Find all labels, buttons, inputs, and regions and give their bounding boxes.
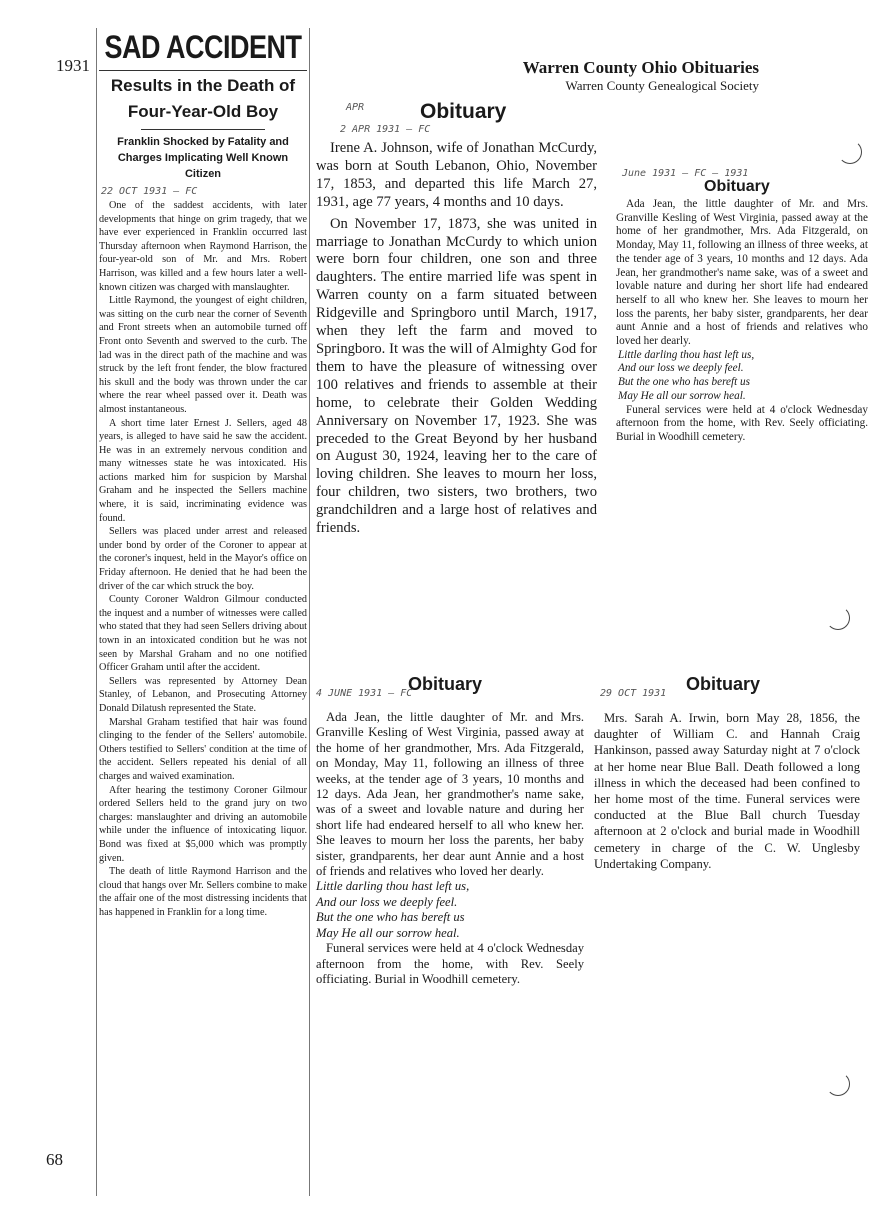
kesling-large-paragraph: Ada Jean, the little daughter of Mr. and Mrs. Granville Kesling of West Virginia, passed away at the home of her grandmother, Mrs. Ada Fitzgerald, on Monday, May 11, following an illness of three weeks, at the tender age of 3 years, 10 months and 12 days. Ada Jean, her grandmother's name sake, was of a sweet and lovable nature and during her short life had endeared herself to all who knew her. She leaves to mourn her loss the parents, her baby sister, grandparents, her dear aunt Annie and a host of friends and relatives who loved her dearly. <box>316 710 584 879</box>
kesling-small-date-note: June 1931 — FC — 1931 <box>622 168 749 179</box>
irwin-date-note: 29 OCT 1931 <box>600 688 667 699</box>
accident-paragraph: County Coroner Waldron Gilmour conducted the inquest and a number of witnesses were called who stated that they had seen Sellers driving about town in an intoxicated condition but he was not seen by Marshal Graham and no one notified Officer Graham until after the accident. <box>99 594 307 674</box>
verse-line: But the one who has bereft us <box>618 376 750 389</box>
kesling-small-paragraph: Ada Jean, the little daughter of Mr. and Mrs. Granville Kesling of West Virginia, passed away at the home of her grandmother, Mrs. Ada Fitzgerald, on Monday, May 11, following an illness of three weeks, at the tender age of 3 years, 10 months and 12 days. Ada Jean, her grandmother's name sake, was of a sweet and lovable nature and during her short life had endeared herself to all who knew her. She leaves to mourn her loss the parents, her baby sister, grandparents, her dear aunt Annie and a host of friends and relatives who loved her dearly. <box>616 198 868 348</box>
irwin-title: Obituary <box>686 674 761 694</box>
irwin-obituary <box>594 670 860 960</box>
scan-mark-icon <box>838 140 862 164</box>
accident-paragraph: A short time later Ernest J. Sellers, aged 48 years, is alleged to have said he saw the accident. He was in an extremely nervous condition and many witnesses state he was intoxicated. His actions marked him for suspicion by Marshal Graham and he inspected the Sellers machine where, it is said, incriminating evidence was found. <box>99 417 307 524</box>
kesling-large-verse <box>316 879 584 941</box>
kesling-small-title: Obituary <box>704 178 770 195</box>
johnson-date-note: 2 APR 1931 — FC <box>340 124 431 135</box>
irwin-body <box>594 710 860 872</box>
kesling-large-title: Obituary <box>408 674 483 694</box>
scan-mark-icon <box>826 606 850 630</box>
verse-line: And our loss we deeply feel. <box>316 894 458 909</box>
kesling-small-obituary <box>616 164 868 602</box>
johnson-paragraph: On November 17, 1873, she was united in marriage to Jonathan McCurdy to which union were born four children, one son and three daughters. The entire married life was spent in Warren county on a farm situated between Ridgeville and Springboro until March, 1917, when they left the farm and moved to Springboro. It was the will of Almighty God for them to have the pleasure of witnessing over 100 relatives and friends to assemble at their home, to celebrate their Golden Wedding Anniversary on November 17, 1923. She was preceded to the Great Beyond by her husband on August 30, 1924, leaving her to the care of loving children. She leaves to mourn her loss, four children, two sisters, two brothers, two grandchildren and a large host of relatives and friends. <box>316 215 597 537</box>
verse-line: But the one who has bereft us <box>316 910 465 925</box>
verse-line: And our loss we deeply feel. <box>618 362 744 375</box>
accident-headline: SAD ACCIDENT <box>104 28 302 65</box>
page-number: 68 <box>46 1150 63 1169</box>
accident-paragraph: Marshal Graham testified that hair was found clinging to the fender of the Sellers' automobile. Others testified to Sellers' condition at the time of the accident. Sellers repeated his denial of all charges and waived examination. <box>99 716 307 782</box>
document-title: Warren County Ohio Obituaries <box>522 58 759 77</box>
johnson-body <box>316 140 597 538</box>
verse-line: Little darling thou hast left us, <box>618 348 755 361</box>
accident-paragraph: Sellers was placed under arrest and released under bond by order of the Coroner to appear at the coroner's inquest, held in the Mayor's office on Friday afternoon. He denied that he had been the driver of the car which struck the boy. <box>99 526 307 592</box>
document-subtitle: Warren County Genealogical Society <box>565 78 759 93</box>
kesling-small-body <box>616 198 868 445</box>
kesling-small-closing: Funeral services were held at 4 o'clock Wednesday afternoon from the home, with Rev. Seely officiating. Burial in Woodhill cemetery. <box>616 403 868 443</box>
accident-paragraph: After hearing the testimony Coroner Gilmour ordered Sellers held to the grand jury on two charges: manslaughter and driving an automobile while under the influence of intoxicating liquor. Bond was fixed at $5,000 which was promptly given. <box>99 784 307 864</box>
verse-line: Little darling thou hast left us, <box>316 879 470 894</box>
accident-paragraph: Little Raymond, the youngest of eight children, was sitting on the curb near the corner of Seventh and Front streets when an automobile turned off Front onto Seventh and swerved to the curb. The lad was in the direct path of the machine and was struck by the left front fender, the blow fractured his skull and the body was thrown under the car where the rear wheel passed over it. Death was almost instantaneous. <box>99 295 307 415</box>
verse-line: May He all our sorrow heal. <box>316 925 460 940</box>
accident-subhead: Results in the Death of Four-Year-Old Boy <box>110 76 296 121</box>
accident-date-note: 22 OCT 1931 — FC <box>101 186 198 197</box>
accident-paragraph: Sellers was represented by Attorney Dean Stanley, of Lebanon, and Prosecuting Attorney Donald Dilatush represented the State. <box>99 675 307 714</box>
kesling-large-body <box>316 710 584 987</box>
accident-clipping <box>96 28 310 1196</box>
accident-deck: Franklin Shocked by Fatality and Charges Implicating Well Known Citizen <box>117 136 289 180</box>
kesling-large-obituary <box>316 674 584 1144</box>
kesling-small-verse <box>616 349 868 404</box>
johnson-paragraph: Irene A. Johnson, wife of Jonathan McCurdy, was born at South Lebanon, Ohio, November 17, 1853, and departed this life March 27, 1931, age 77 years, 4 months and 10 days. <box>316 140 597 210</box>
accident-paragraph: One of the saddest accidents, with later developments that hinge on grim tragedy, that we have ever experienced in Franklin occurred last Thursday afternoon when Raymond Harrison, the four-year-old son of Mr. and Mrs. Robert Harrison, was killed and a few hours later a well-known citizen was charged with manslaughter. <box>99 200 307 293</box>
johnson-note: APR <box>346 102 365 113</box>
year-label: 1931 <box>56 56 90 75</box>
scan-mark-icon <box>826 1072 850 1096</box>
accident-paragraph: The death of little Raymond Harrison and the cloud that hangs over Mr. Sellers combine to make the affair one of the most distressing incidents that has happened in Franklin for a long time. <box>99 866 307 918</box>
johnson-obituary <box>316 96 597 644</box>
kesling-large-closing: Funeral services were held at 4 o'clock Wednesday afternoon from the home, with Rev. Seely officiating. Burial in Woodhill cemetery. <box>316 941 584 986</box>
irwin-paragraph: Mrs. Sarah A. Irwin, born May 28, 1856, the daughter of William C. and Hannah Craig Hankinson, passed away Saturday night at 7 o'clock at her home near Blue Ball. Death followed a long illness in which the deceased had been confined to her home most of the time. Funeral services were conducted at the Blue Ball church Tuesday afternoon at 2 o'clock and burial made in Woodhill cemetery in charge of the C. W. Unglesby Undertaking Company. <box>594 711 860 871</box>
verse-line: May He all our sorrow heal. <box>618 389 746 402</box>
johnson-title: Obituary <box>420 100 507 123</box>
accident-body <box>99 199 307 919</box>
kesling-large-date-note: 4 JUNE 1931 — FC <box>316 688 413 699</box>
